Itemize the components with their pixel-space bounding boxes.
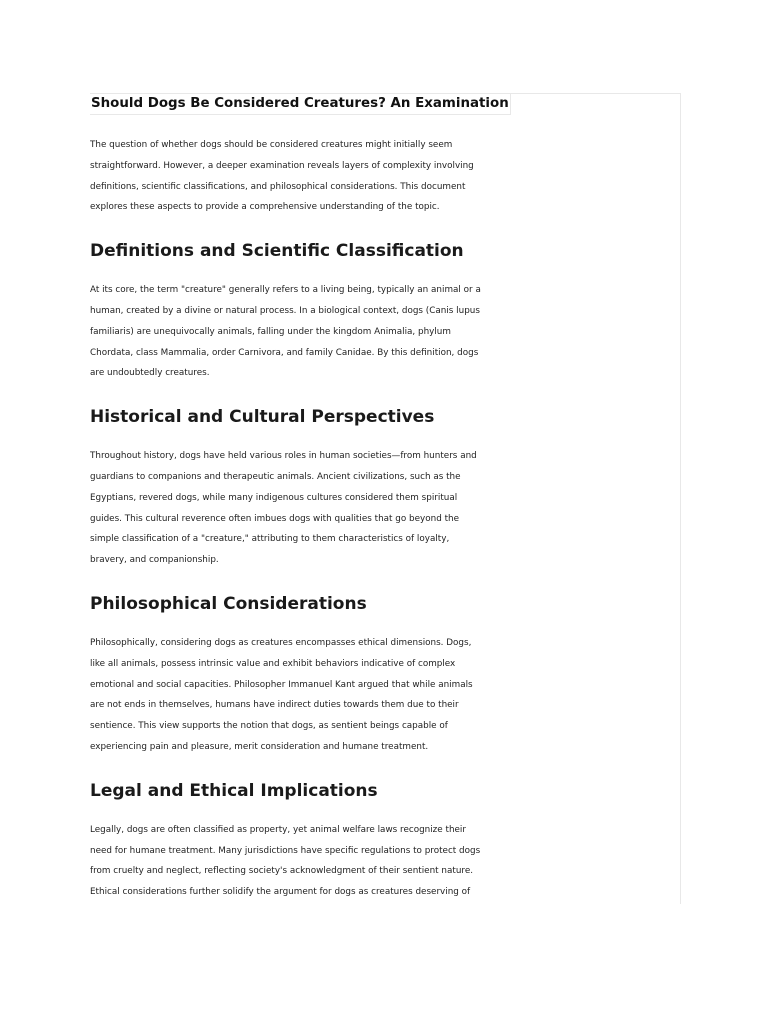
text-line: The question of whether dogs should be considered creatures might initially seem: [90, 140, 453, 150]
section-heading-history: Historical and Cultural Perspectives: [90, 407, 435, 428]
section-paragraph-legal: [90, 820, 680, 903]
section-heading-definitions: Definitions and Scientific Classification: [90, 241, 464, 262]
text-line: guides. This cultural reverence often imbues dogs with qualities that go beyond the: [90, 513, 460, 524]
text-line: Ethical considerations further solidify the argument for dogs as creatures deserving of: [90, 887, 471, 898]
text-line: experiencing pain and pleasure, merit consideration and humane treatment.: [90, 741, 429, 752]
text-line: At its core, the term "creature" generally refers to a living being, typically an animal or a: [90, 285, 481, 296]
text-line: Philosophically, considering dogs as creatures encompasses ethical dimensions. Dogs,: [90, 637, 472, 648]
section-paragraph-philosophy: [90, 633, 680, 758]
text-line: like all animals, possess intrinsic value and exhibit behaviors indicative of complex: [90, 658, 456, 669]
text-line: Legally, dogs are often classified as property, yet animal welfare laws recognize their: [90, 824, 466, 835]
text-line: Chordata, class Mammalia, order Carnivora, and family Canidae. By this definition, dogs: [90, 347, 479, 358]
text-line: guardians to companions and therapeutic animals. Ancient civilizations, such as the: [90, 471, 461, 482]
document-title: Should Dogs Be Considered Creatures? An Examination: [90, 94, 511, 115]
text-line: explores these aspects to provide a comprehensive understanding of the topic.: [90, 202, 440, 213]
section-heading-legal: Legal and Ethical Implications: [90, 780, 378, 801]
text-line: Throughout history, dogs have held various roles in human societies—from hunters and: [90, 451, 477, 462]
text-line: human, created by a divine or natural process. In a biological context, dogs (Canis lupus: [90, 305, 480, 316]
text-line: sentience. This view supports the notion that dogs, as sentient beings capable of: [90, 721, 448, 732]
text-line: straightforward. However, a deeper examination reveals layers of complexity involving: [90, 160, 474, 171]
text-line: simple classification of a "creature," attributing to them characteristics of loyalty,: [90, 534, 450, 545]
text-line: need for humane treatment. Many jurisdictions have specific regulations to protect dogs: [90, 845, 481, 856]
document-frame: [90, 93, 681, 904]
document-body: [90, 135, 680, 903]
text-line: are undoubtedly creatures.: [90, 368, 210, 379]
intro-paragraph: [90, 135, 680, 218]
text-line: emotional and social capacities. Philosopher Immanuel Kant argued that while animals: [90, 679, 473, 690]
text-line: Egyptians, revered dogs, while many indigenous cultures considered them spiritual: [90, 492, 458, 503]
text-line: from cruelty and neglect, reflecting society's acknowledgment of their sentient nature.: [90, 866, 474, 877]
section-paragraph-definitions: [90, 280, 680, 384]
section-heading-philosophy: Philosophical Considerations: [90, 593, 367, 614]
text-line: definitions, scientific classifications, and philosophical considerations. This document: [90, 181, 466, 192]
text-line: bravery, and companionship.: [90, 555, 219, 566]
text-line: familiaris) are unequivocally animals, falling under the kingdom Animalia, phylum: [90, 326, 451, 337]
section-paragraph-history: [90, 446, 680, 571]
text-line: are not ends in themselves, humans have indirect duties towards them due to their: [90, 700, 459, 711]
